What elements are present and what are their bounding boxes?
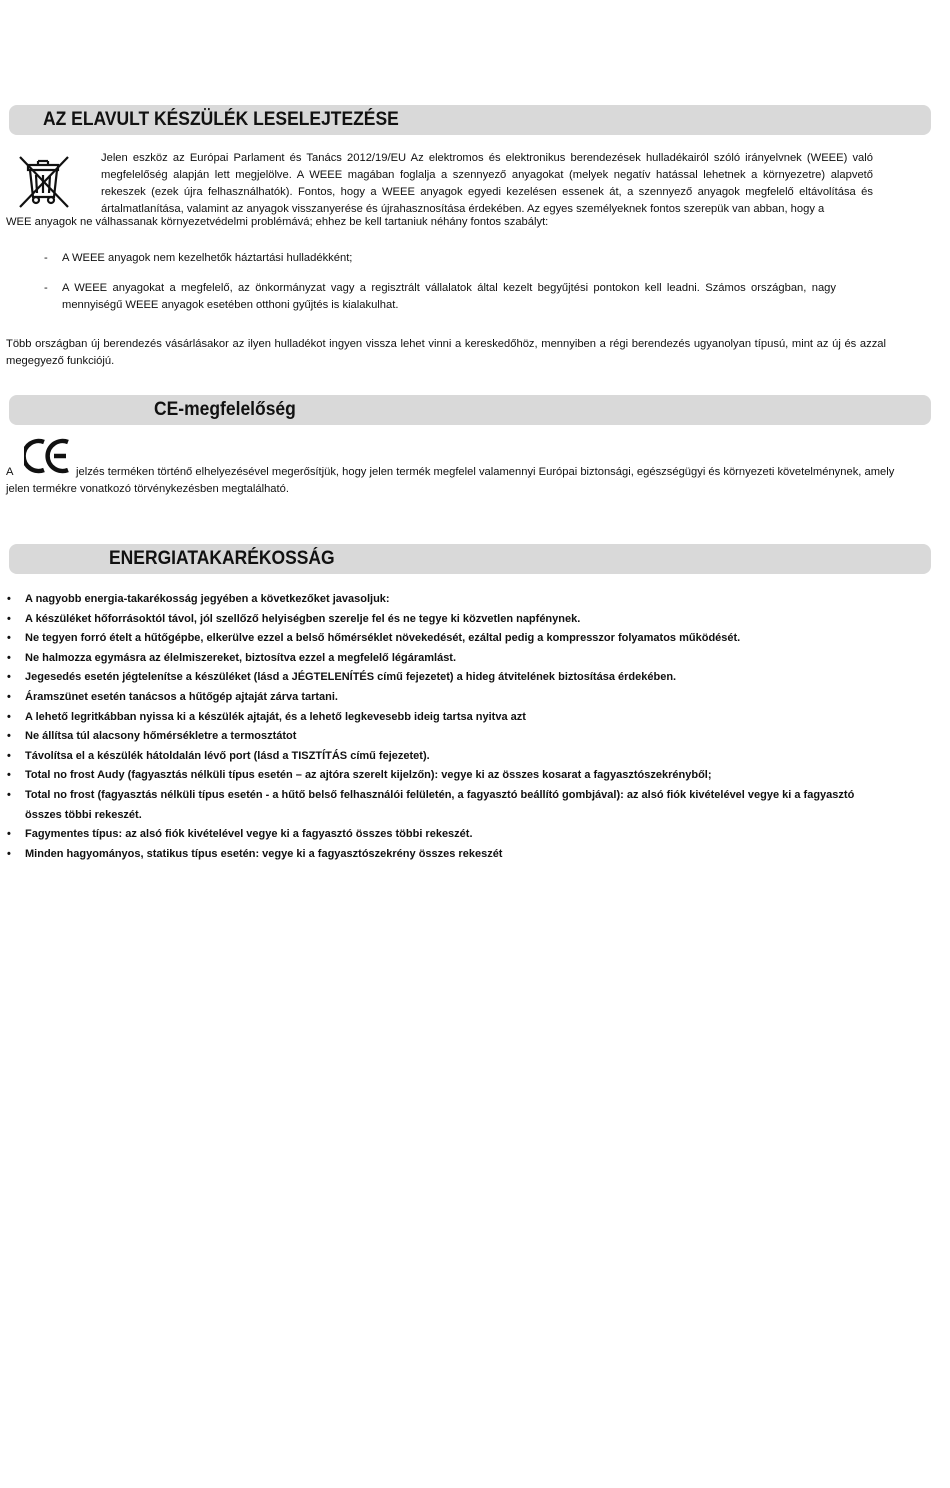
energy-tips-list [5, 590, 885, 864]
energy-section-title: ENERGIATAKARÉKOSSÁG [109, 548, 335, 569]
list-item: • Ne állítsa túl alacsony hőmérsékletre a termosztátot [5, 727, 885, 747]
ce-paragraph-continuation: jelen termékre vonatkozó törvénykezésben megtalálható. [6, 483, 289, 495]
list-item: • A készüléket hőforrásoktól távol, jól szellőző helyiségben szerelje fel és ne tegye ki közvetlen napfénynek. [5, 610, 885, 630]
weee-section-header [9, 105, 931, 135]
list-item: • Minden hagyományos, statikus típus esetén: vegye ki a fagyasztószekrény összes rekeszét [5, 845, 885, 865]
weee-rule-text: A WEEE anyagokat a megfelelő, az önkormányzat vagy a regisztrált vállalatok által kezelt begyűjtési pontokon kell leadni. Számos országban, nagy mennyiségű WEEE anyagok esetében otthoni gyűjtés is kialakulhat. [62, 282, 836, 311]
weee-intro-continuation: WEE anyagok ne válhassanak környezetvédelmi problémává; ehhez be kell tartaniuk néhány fontos szabályt: [6, 216, 549, 228]
list-item: • Távolítsa el a készülék hátoldalán lévő port (lásd a TISZTÍTÁS című fejezetet). [5, 747, 885, 767]
list-item: • Fagymentes típus: az alsó fiók kivételével vegye ki a fagyasztó összes többi rekeszét. [5, 825, 885, 845]
list-item: • Total no frost (fagyasztás nélküli típus esetén - a hűtő belső felhasználói felületén, a fagyasztó beállító gombjával): az alsó fiók kivételével vegye ki a fagyasztó összes többi rekeszét. [5, 786, 885, 825]
ce-mark-icon [24, 438, 72, 474]
list-item: • Áramszünet esetén tanácsos a hűtőgép ajtaját zárva tartani. [5, 688, 885, 708]
dash-marker: - [44, 282, 48, 294]
crossed-out-wheelie-bin-icon [14, 151, 74, 211]
list-item: • Ne halmozza egymásra az élelmiszereket, biztosítva ezzel a megfelelő légáramlást. [5, 649, 885, 669]
list-item: • A nagyobb energia-takarékosság jegyében a következőket javasoljuk: [5, 590, 885, 610]
weee-intro-paragraph: Jelen eszköz az Európai Parlament és Tanács 2012/19/EU Az elektromos és elektronikus berendezések hulladékairól szóló irányelvnek (WEEE) való megfelelőség alapján lett megjelölve. A WEEE magában foglalja a szennyező anyagokat (melyek negatív hatással lehetnek a környezetre) alapvető rekeszek (ezek újra felhasználhatók). Fontos, hogy a WEEE anyagok egyedi kezelésen essenek át, a szennyező anyagok megfelelő eltávolítása és ártalmatlanítása, valamint az anyagok visszanyerése és újrahasznosítása érdekében. Az egyes személyeknek fontos szerepük van abban, hogy a [101, 152, 873, 215]
list-item: • Ne tegyen forró ételt a hűtőgépbe, elkerülve ezzel a belső hőmérséklet növekedését, ezáltal pedig a kompresszor folyamatos működését. [5, 629, 885, 649]
list-item: • A lehető legritkábban nyissa ki a készülék ajtaját, és a lehető legkevesebb ideig tartsa nyitva azt [5, 708, 885, 728]
ce-paragraph: jelzés terméken történő elhelyezésével megerősítjük, hogy jelen termék megfelel valamennyi Európai biztonsági, egészségügyi és környezeti követelménynek, amely [76, 466, 895, 478]
ce-section-header [9, 395, 931, 425]
weee-section-title: AZ ELAVULT KÉSZÜLÉK LESELEJTEZÉSE [43, 109, 399, 130]
weee-note-paragraph: Több országban új berendezés vásárlásakor az ilyen hulladékot ingyen vissza lehet vinni a kereskedőhöz, mennyiben a régi berendezés ugyanolyan típusú, mint az új és azzal megegyező funkciójú. [6, 338, 886, 367]
energy-section-header [9, 544, 931, 574]
list-item: • Total no frost Audy (fagyasztás nélküli típus esetén – az ajtóra szerelt kijelzőn): vegye ki az összes kosarat a fagyasztószekrényből; [5, 766, 885, 786]
ce-section-title: CE-megfelelőség [154, 399, 296, 420]
weee-rule-text: A WEEE anyagok nem kezelhetők háztartási hulladékként; [62, 252, 353, 264]
ce-prefix: A [6, 466, 14, 478]
list-item: • Jegesedés esetén jégtelenítse a készüléket (lásd a JÉGTELENÍTÉS című fejezetet) a hideg átvitelének biztosítása érdekében. [5, 668, 885, 688]
dash-marker: - [44, 252, 48, 264]
